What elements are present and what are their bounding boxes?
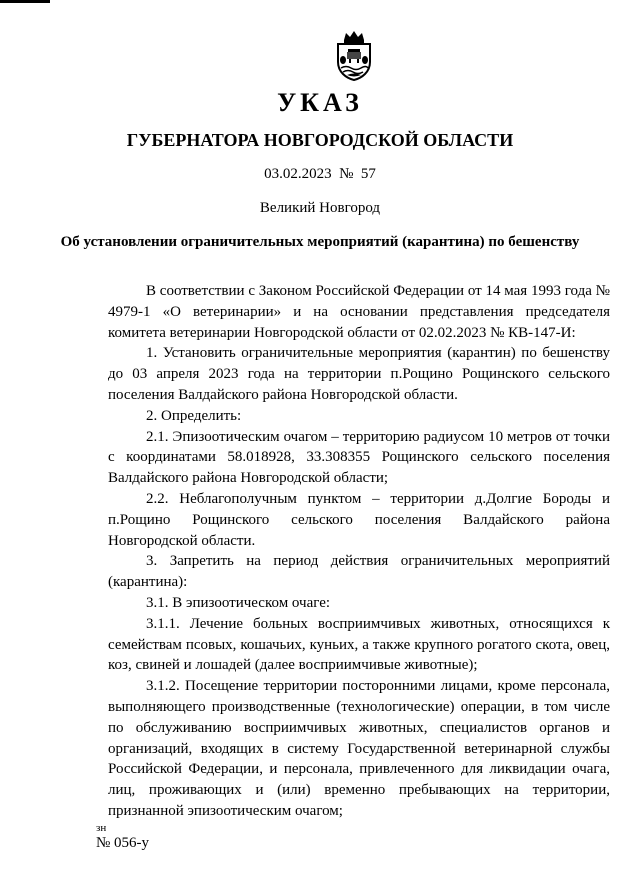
document-footer: [96, 822, 149, 852]
clause-1: 1. Установить ограничительные мероприятия (карантин) по бешенству до 03 апреля 2023 года на территории п.Рощино Рощинского сельского поселения Валдайского района Новгородской области.: [108, 345, 610, 403]
city-name: Великий Новгород: [259, 200, 381, 216]
coat-of-arms-icon: [330, 30, 378, 82]
preamble-paragraph: В соответствии с Законом Российской Федерации от 14 мая 1993 года № 4979-1 «О ветеринарии» и на основании представления председателя комитета ветеринарии Новгородской области от 02.02.2023 № КВ-147-И:: [108, 283, 610, 341]
decree-body: [108, 281, 610, 822]
decree-title: УКАЗ: [277, 88, 363, 117]
issuer-heading: ГУБЕРНАТОРА НОВГОРОДСКОЙ ОБЛАСТИ: [126, 130, 514, 150]
clause-3-1-2: 3.1.2. Посещение территории посторонними лицами, кроме персонала, выполняющего производственные (технологические) операции, в том числе по обслуживанию восприимчивых животных, специалистов органов и организаций, входящих в систему Государственной ветеринарной службы Российской Федерации, и персонала, привлеченного для ликвидации очага, лиц, проживающих и (или) временно пребывающих на территории, признанной эпизоотическим очагом;: [108, 678, 610, 819]
top-edge-mark: [0, 0, 50, 3]
clause-2: 2. Определить:: [146, 407, 242, 424]
executor-initials: зн: [96, 822, 107, 834]
clause-2-2: 2.2. Неблагополучным пунктом – территории д.Долгие Бороды и п.Рощино Рощинского сельского поселения Валдайского района Новгородской области.: [108, 490, 610, 549]
decree-subject: Об установлении ограничительных мероприятий (карантина) по бешенству: [60, 234, 580, 250]
clause-3-1-1: 3.1.1. Лечение больных восприимчивых животных, относящихся к семействам псовых, кошачьих, куньих, а также крупного рогатого скота, овец, коз, свиней и лошадей (далее восприимчивые животные);: [108, 615, 610, 674]
clause-2-1: 2.1. Эпизоотическим очагом – территорию радиусом 10 метров от точки с координатами 58.018928, 33.308355 Рощинского сельского поселения Валдайского района Новгородской области;: [108, 428, 610, 487]
date-number: 03.02.2023 № 57: [264, 166, 376, 182]
clause-3: 3. Запретить на период действия ограничительных мероприятий (карантина):: [108, 553, 610, 591]
form-number: № 056-у: [96, 835, 150, 851]
clause-3-1: 3.1. В эпизоотическом очаге:: [146, 594, 331, 611]
